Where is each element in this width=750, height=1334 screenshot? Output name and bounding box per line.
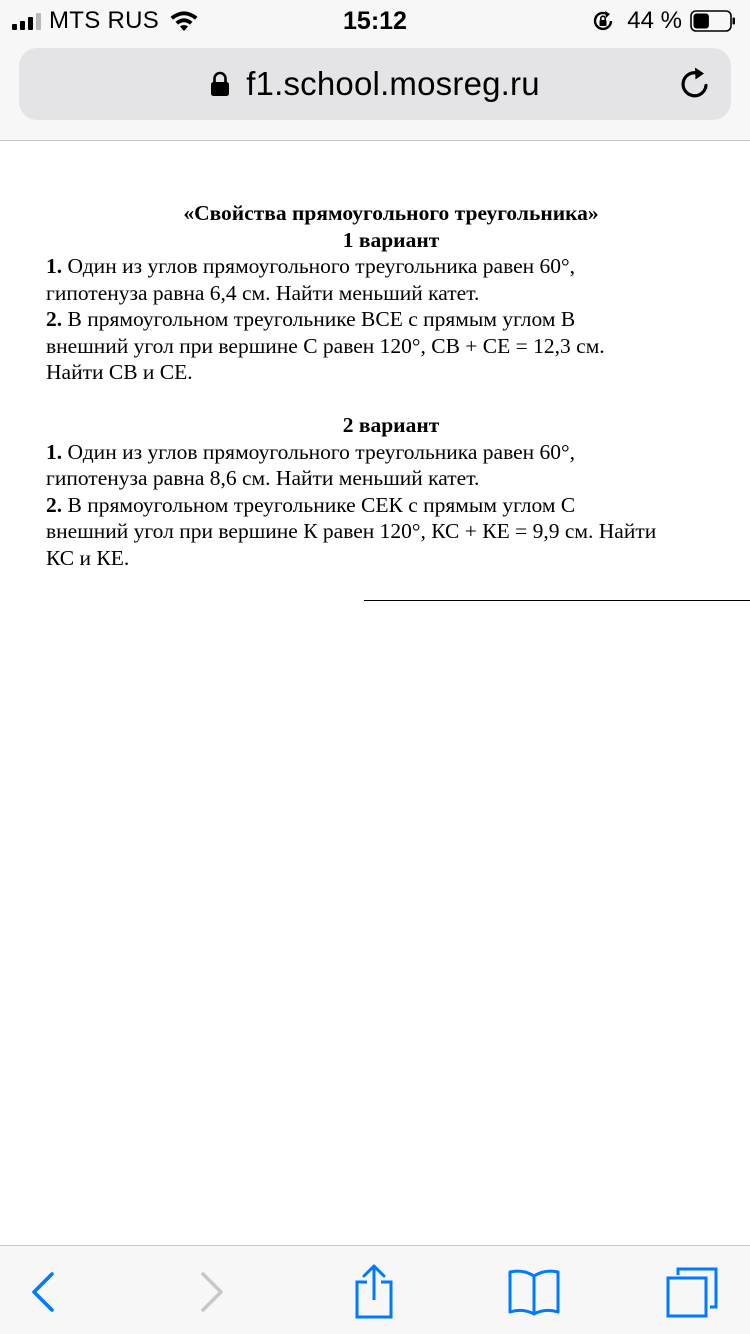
question-text: В прямоугольном треугольнике СЕК с прямым углом С xyxy=(62,492,576,517)
forward-icon xyxy=(197,1270,227,1314)
tabs-button[interactable] xyxy=(664,1264,720,1320)
address-bar[interactable] xyxy=(19,48,731,120)
battery-icon xyxy=(690,10,736,32)
variant1-question2 xyxy=(46,306,736,333)
question-text: Один из углов прямоугольного треугольника равен 60°, xyxy=(62,439,576,464)
document-title: «Свойства прямоугольного треугольника» xyxy=(183,201,599,225)
question-text: Один из углов прямоугольного треугольника равен 60°, xyxy=(62,254,576,278)
bookmarks-icon xyxy=(507,1268,561,1316)
variant1-question1-line2: гипотенуза равна 6,4 см. Найти меньший катет. xyxy=(46,280,480,305)
browser-chrome xyxy=(0,40,750,141)
variant2-heading: 2 вариант xyxy=(342,413,440,437)
back-icon xyxy=(28,1270,58,1314)
variant1-question2-line2: внешний угол при вершине С равен 120°, СВ + СЕ = 12,3 см. xyxy=(46,333,605,358)
status-bar xyxy=(0,0,750,40)
back-button[interactable] xyxy=(15,1264,71,1320)
question-number: 1. xyxy=(46,439,63,464)
variant2-question2-line2: внешний угол при вершине К равен 120°, КС + КЕ = 9,9 см. Найти xyxy=(46,519,657,543)
variant2-question1 xyxy=(46,439,736,466)
spacer xyxy=(46,386,736,413)
lock-icon xyxy=(210,71,230,97)
status-time: 15:12 xyxy=(343,7,407,35)
question-text: В прямоугольном треугольнике ВСЕ с прямым углом В xyxy=(62,307,576,331)
reload-icon[interactable] xyxy=(677,66,713,102)
share-icon xyxy=(353,1264,395,1320)
url-text[interactable]: f1.school.mosreg.ru xyxy=(246,65,540,102)
question-number: 2. xyxy=(46,492,63,517)
battery-percent: 44 % xyxy=(627,7,682,34)
rotation-lock-icon xyxy=(591,9,615,33)
question-number: 2. xyxy=(46,307,63,331)
bookmarks-button[interactable] xyxy=(506,1264,562,1320)
variant2-question2-line3: КС и КЕ. xyxy=(46,545,130,570)
address-center xyxy=(19,48,731,120)
variant2-question2 xyxy=(46,492,736,519)
forward-button[interactable] xyxy=(184,1264,240,1320)
question-number: 1. xyxy=(46,254,63,278)
tabs-icon xyxy=(665,1266,719,1318)
variant1-question1 xyxy=(46,253,736,280)
document xyxy=(46,200,736,571)
page-divider xyxy=(364,600,750,601)
variant1-question2-line3: Найти СВ и СЕ. xyxy=(46,360,193,384)
share-button[interactable] xyxy=(346,1264,402,1320)
safari-toolbar xyxy=(0,1245,750,1334)
status-right xyxy=(591,8,736,34)
variant2-question1-line2: гипотенуза равна 8,6 см. Найти меньший катет. xyxy=(46,466,480,490)
variant1-heading: 1 вариант xyxy=(342,227,440,252)
carrier-name: MTS RUS xyxy=(49,7,160,34)
